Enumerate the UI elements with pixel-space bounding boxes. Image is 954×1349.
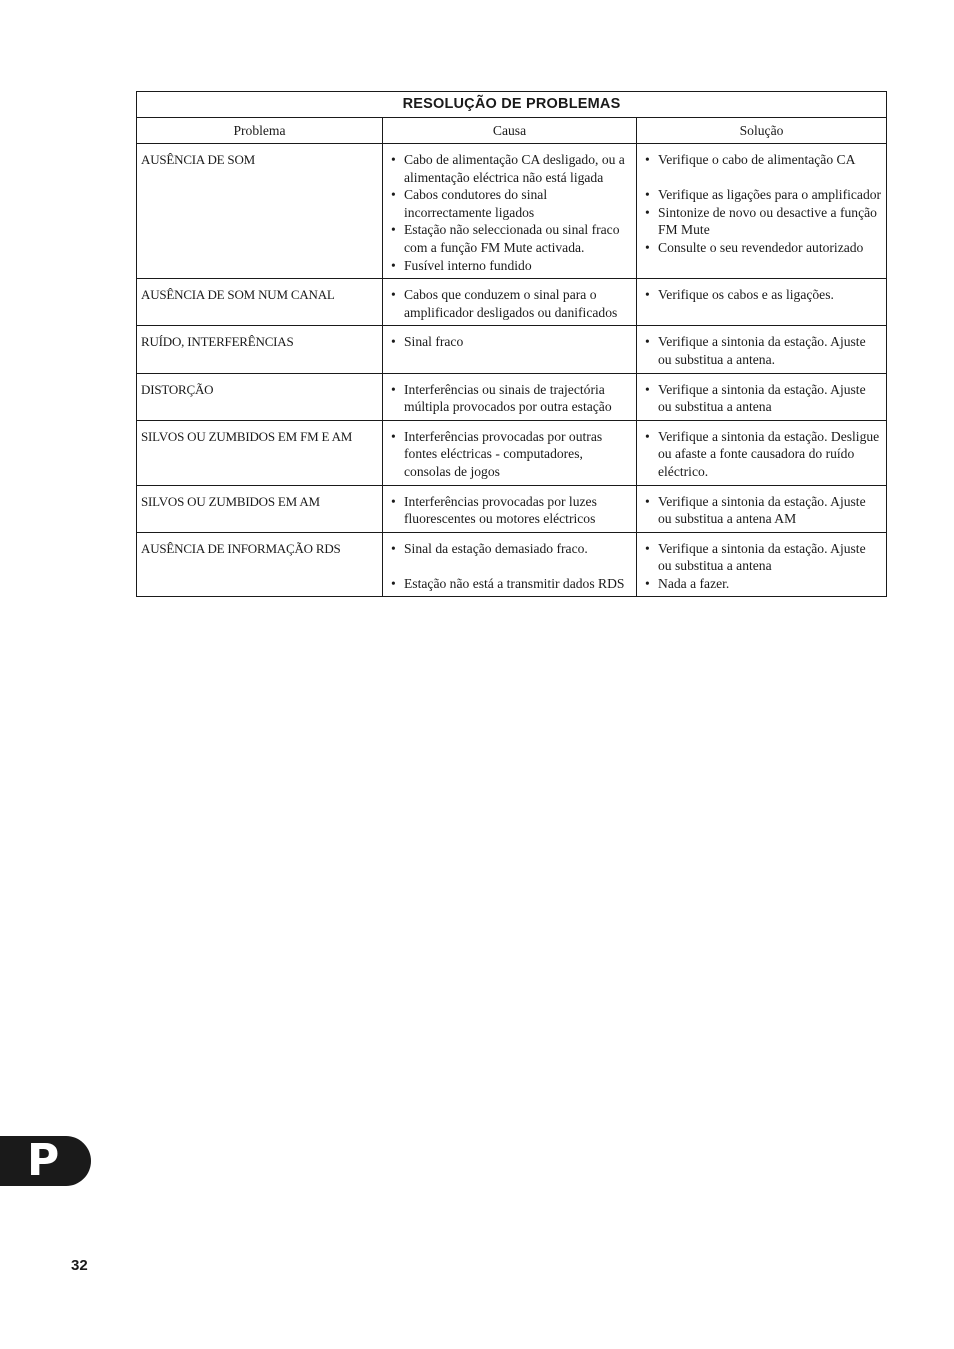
list-item: • Verifique a sintonia da estação. Ajuste ou substitua a antena [645,540,882,575]
column-header-problem: Problema [137,118,383,144]
list-item: • Verifique a sintonia da estação. Ajuste ou substitua a antena [645,381,882,416]
page-number: 32 [71,1257,88,1274]
problem-cell: RUÍDO, INTERFERÊNCIAS [137,326,383,373]
table-header-row [137,118,887,144]
problem-cell: AUSÊNCIA DE SOM NUM CANAL [137,279,383,326]
solution-cell [637,420,887,485]
language-tab [0,1136,91,1186]
list-item: • Fusível interno fundido [391,257,632,275]
cause-cell [383,326,637,373]
column-header-cause: Causa [383,118,637,144]
list-item: • Cabos condutores do sinal incorrectamente ligados [391,186,632,221]
solution-list [645,493,882,528]
cause-list [391,333,632,351]
cause-cell [383,532,637,597]
list-item: • Cabo de alimentação CA desligado, ou a alimentação eléctrica não está ligada [391,151,632,186]
problem-cell: SILVOS OU ZUMBIDOS EM FM E AM [137,420,383,485]
list-item: • Interferências provocadas por luzes fluorescentes ou motores eléctricos [391,493,632,528]
solution-list [645,381,882,416]
cause-list [391,493,632,528]
table-row [137,144,887,279]
solution-cell [637,144,887,279]
list-item: • Verifique as ligações para o amplificador [645,186,882,204]
solution-cell [637,373,887,420]
cause-list [391,151,632,274]
troubleshooting-table [136,91,887,597]
problem-cell: AUSÊNCIA DE INFORMAÇÃO RDS [137,532,383,597]
table-row [137,420,887,485]
list-item: • Sinal fraco [391,333,632,351]
cause-cell [383,485,637,532]
problem-cell: DISTORÇÃO [137,373,383,420]
table-title-row [137,92,887,118]
list-item: • Nada a fazer. [645,575,882,593]
list-item: • Interferências ou sinais de trajectória múltipla provocados por outra estação [391,381,632,416]
table-row [137,373,887,420]
list-item: • Interferências provocadas por outras fontes eléctricas - computadores, consolas de jogos [391,428,632,481]
solution-list [645,286,882,304]
cause-cell [383,420,637,485]
solution-list [645,333,882,368]
list-item: • Sintonize de novo ou desactive a função FM Mute [645,204,882,239]
column-header-solution: Solução [637,118,887,144]
list-item: • Verifique a sintonia da estação. Ajuste ou substitua a antena. [645,333,882,368]
problem-cell: AUSÊNCIA DE SOM [137,144,383,279]
cause-cell [383,373,637,420]
problem-cell: SILVOS OU ZUMBIDOS EM AM [137,485,383,532]
cause-list [391,381,632,416]
list-item: • Cabos que conduzem o sinal para o amplificador desligados ou danificados [391,286,632,321]
cause-list [391,286,632,321]
cause-list [391,540,632,593]
list-item: • Verifique o cabo de alimentação CA [645,151,882,169]
solution-list [645,428,882,481]
language-tab-letter: P [27,1135,60,1186]
list-item: • Estação não seleccionada ou sinal fraco com a função FM Mute activada. [391,221,632,256]
solution-cell [637,485,887,532]
list-item: • Estação não está a transmitir dados RDS [391,575,632,593]
list-item: • Sinal da estação demasiado fraco. [391,540,632,558]
solution-cell [637,326,887,373]
solution-list [645,540,882,593]
list-item: • Verifique os cabos e as ligações. [645,286,882,304]
solution-cell [637,279,887,326]
cause-list [391,428,632,481]
table-title: RESOLUÇÃO DE PROBLEMAS [137,92,887,118]
solution-cell [637,532,887,597]
list-item: • Verifique a sintonia da estação. Desligue ou afaste a fonte causadora do ruído eléctrico. [645,428,882,481]
table-row [137,326,887,373]
list-item: • Consulte o seu revendedor autorizado [645,239,882,257]
cause-cell [383,279,637,326]
table-row [137,279,887,326]
table-row [137,485,887,532]
list-item: • Verifique a sintonia da estação. Ajuste ou substitua a antena AM [645,493,882,528]
table-row [137,532,887,597]
solution-list [645,151,882,257]
cause-cell [383,144,637,279]
